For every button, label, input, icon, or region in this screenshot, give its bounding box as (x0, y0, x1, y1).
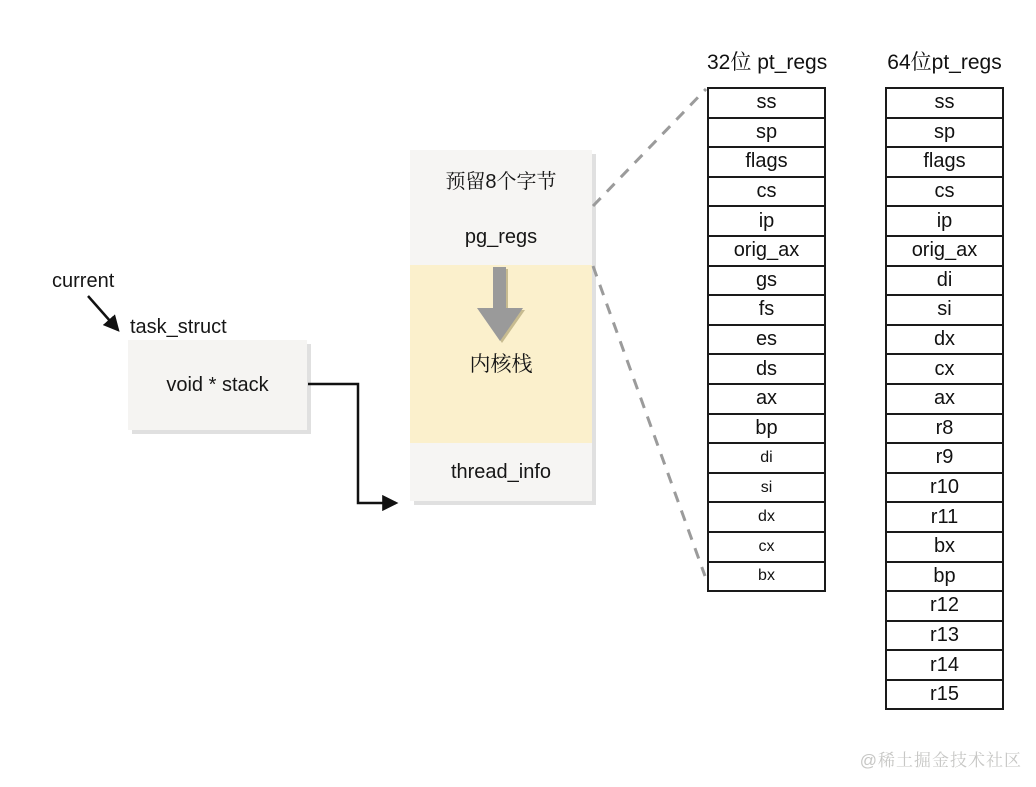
register-row: orig_ax (887, 237, 1002, 267)
register-row: cx (887, 355, 1002, 385)
dashed-map-line-bottom (593, 266, 705, 576)
reserved-bytes-label: 预留8个字节 (445, 171, 557, 193)
register-row: si (887, 296, 1002, 326)
pg-regs-label: pg_regs (464, 226, 538, 248)
kernel-stack-section (410, 265, 592, 443)
register-row: r15 (930, 683, 959, 706)
register-row: r14 (887, 651, 1002, 681)
register-row: si (709, 474, 824, 504)
register-row: r10 (887, 474, 1002, 504)
register-row: cs (709, 178, 824, 208)
thread-info-label: thread_info (450, 460, 552, 483)
register-row: flags (709, 148, 824, 178)
register-row: es (709, 326, 824, 356)
register-row: dx (709, 503, 824, 533)
register-row: r13 (887, 622, 1002, 652)
register-row: sp (887, 119, 1002, 149)
pt-regs-64-table (885, 46, 1004, 710)
register-row: flags (887, 148, 1002, 178)
pt-regs-32-rows (707, 87, 826, 592)
register-row: di (709, 444, 824, 474)
pt-regs-section (410, 150, 592, 265)
thread-info-section (410, 443, 592, 501)
register-row: cx (709, 533, 824, 563)
register-row: dx (887, 326, 1002, 356)
pt-regs-32-title: 32位 pt_regs (707, 51, 828, 74)
register-row: ax (887, 385, 1002, 415)
register-row: r8 (887, 415, 1002, 445)
kernel-stack-label: 内核栈 (469, 353, 533, 376)
pt-regs-64-title: 64位pt_regs (887, 51, 1002, 74)
register-row: orig_ax (709, 237, 824, 267)
register-row: bp (709, 415, 824, 445)
register-row: r9 (887, 444, 1002, 474)
register-row: ip (887, 207, 1002, 237)
dashed-map-line-top (593, 89, 706, 206)
register-row: ds (709, 355, 824, 385)
register-row: bp (887, 563, 1002, 593)
register-row: cs (887, 178, 1002, 208)
register-row: r12 (887, 592, 1002, 622)
current-pointer-arrow (88, 296, 118, 330)
kernel-stack-box (410, 150, 592, 501)
register-row: ss (709, 89, 824, 119)
stack-field-label: void * stack (166, 373, 269, 396)
pt-regs-32-table (707, 46, 826, 592)
register-row: ss (887, 89, 1002, 119)
register-row: di (887, 267, 1002, 297)
stack-pointer-connector (308, 384, 396, 503)
pt-regs-64-rows (885, 87, 1004, 710)
task-struct-box (128, 340, 307, 430)
register-row: gs (709, 267, 824, 297)
current-label: current (52, 270, 115, 292)
register-row: bx (887, 533, 1002, 563)
register-row: fs (709, 296, 824, 326)
register-row: bx (758, 567, 775, 585)
register-row: sp (709, 119, 824, 149)
register-row: r11 (887, 503, 1002, 533)
task-struct-label: task_struct (130, 316, 227, 338)
watermark: @稀土掘金技术社区 (859, 751, 1022, 770)
register-row: ax (709, 385, 824, 415)
register-row: ip (709, 207, 824, 237)
